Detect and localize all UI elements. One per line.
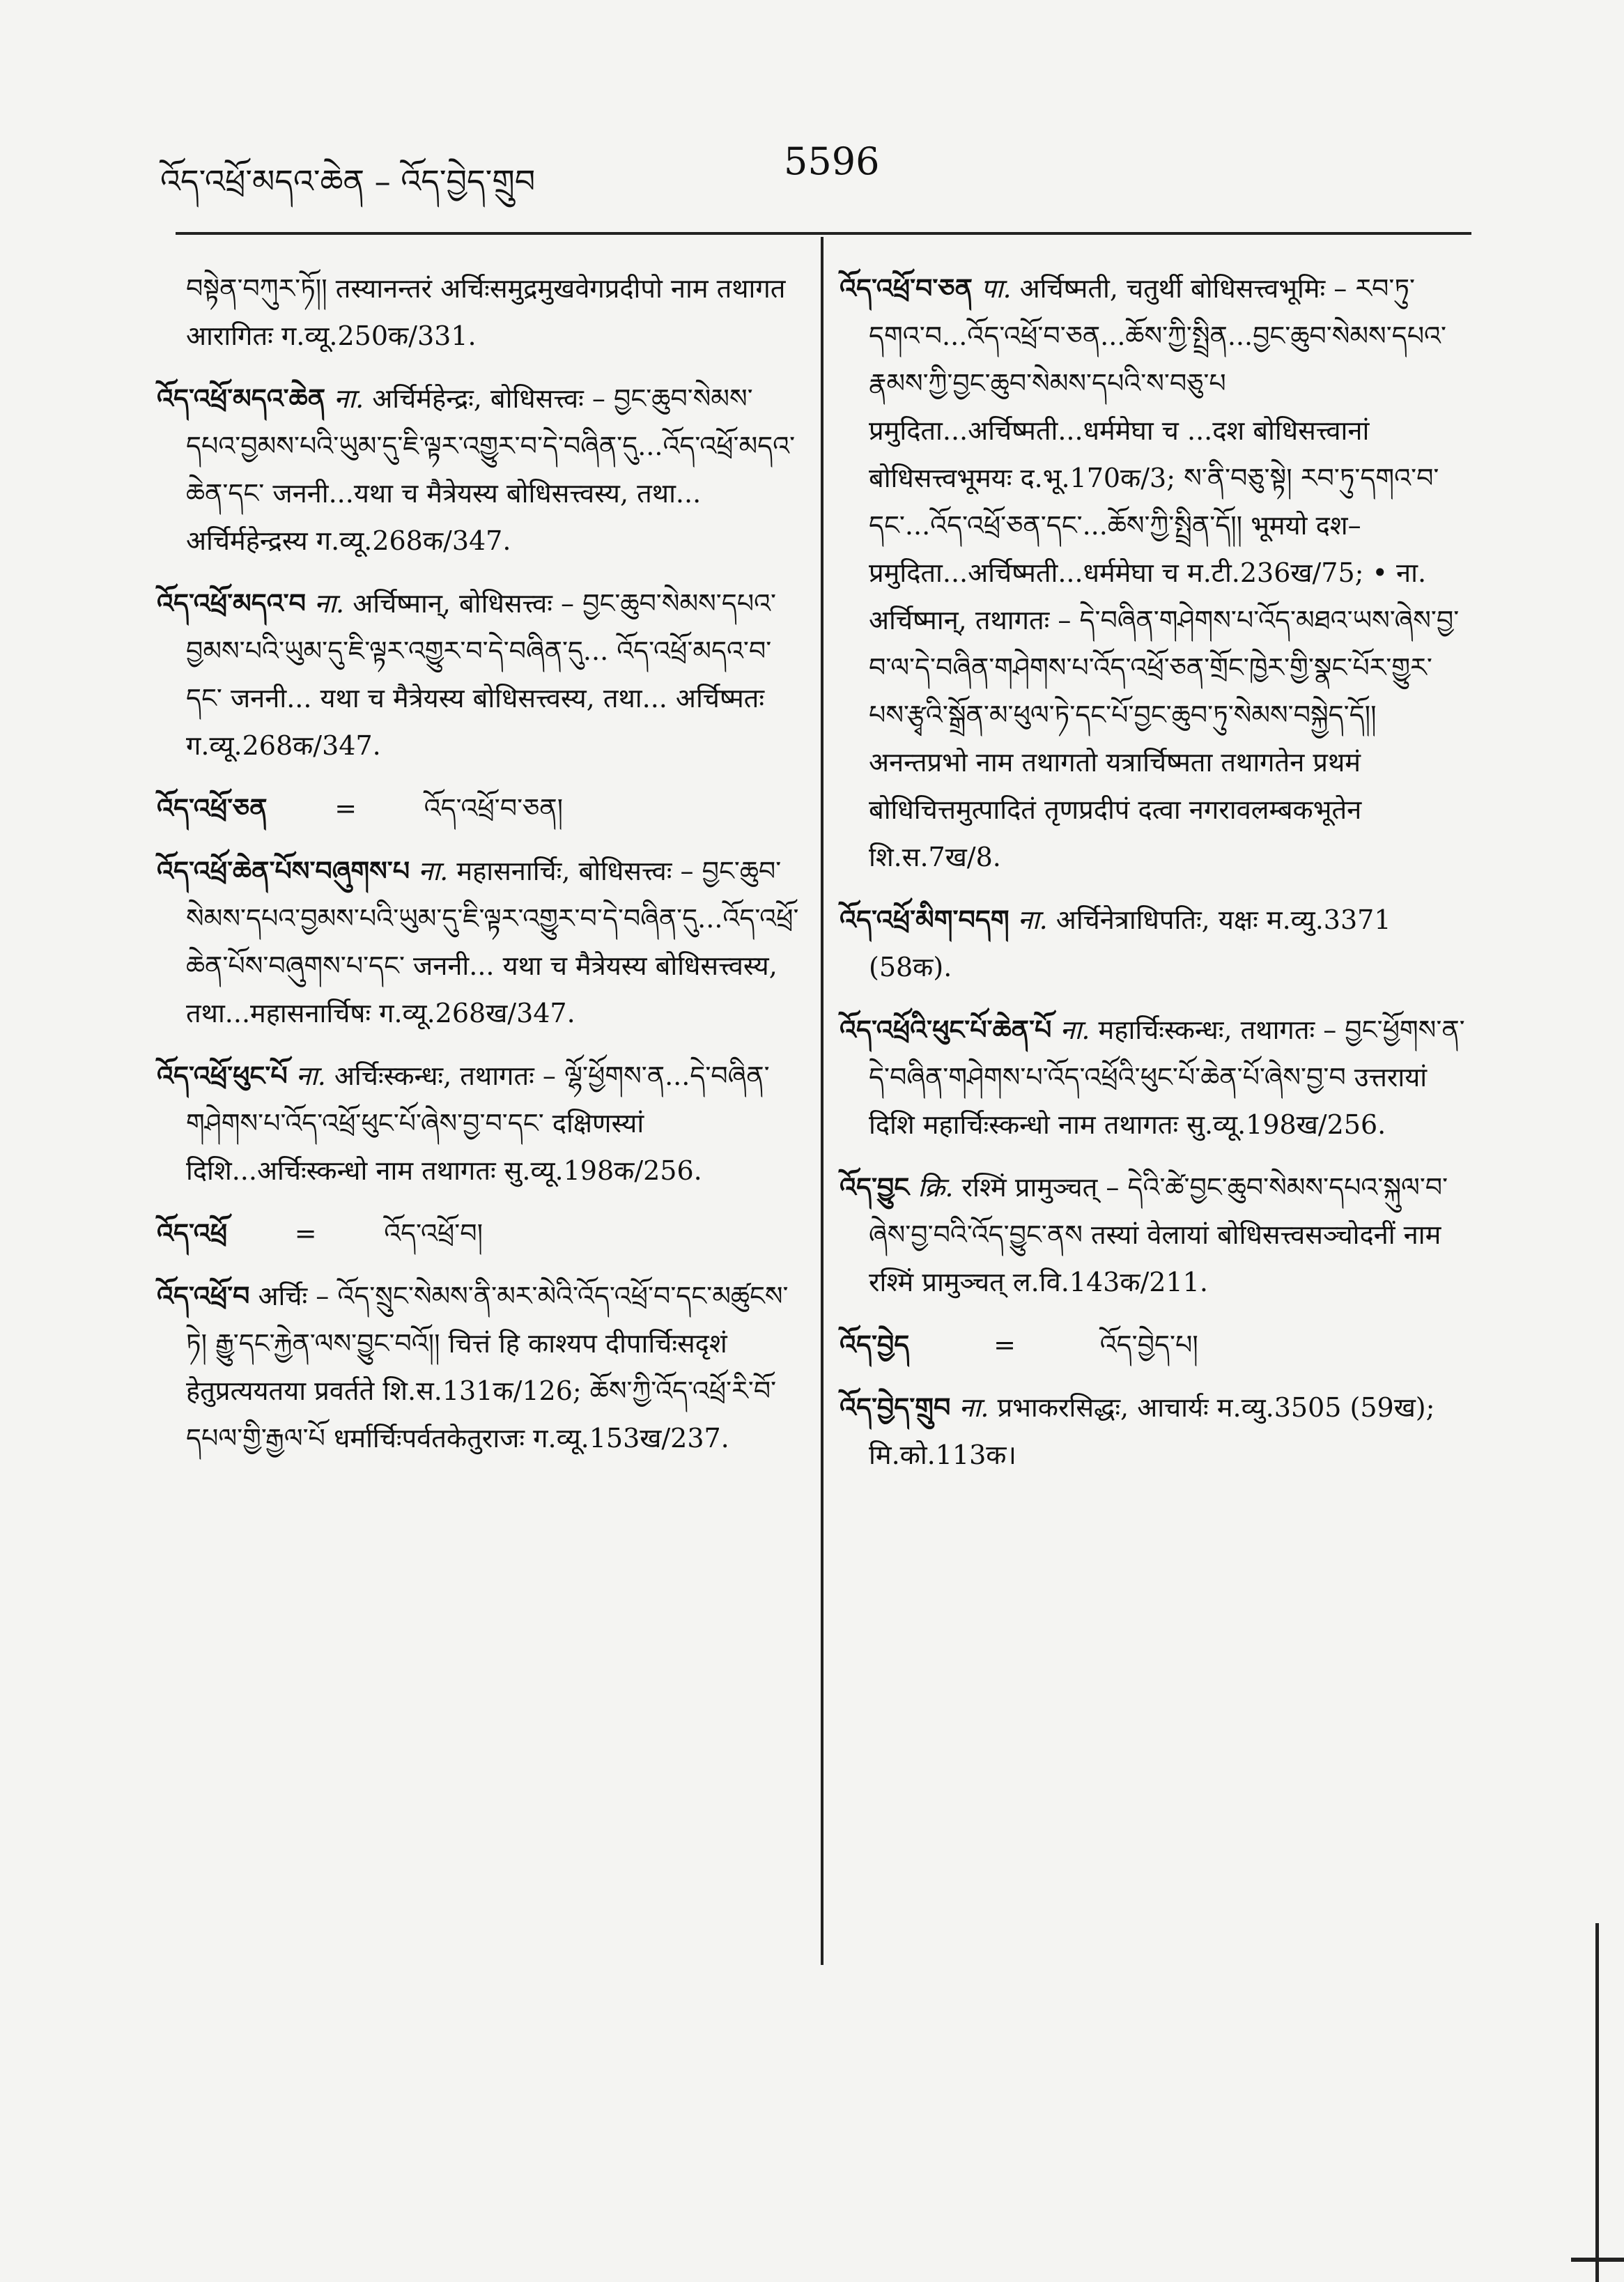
header-rule [176,232,1471,235]
entry-headword: འོད་བྱེད [840,1329,910,1360]
grammar-tag: ना. [959,1392,989,1423]
dictionary-entry [157,1272,805,1462]
dictionary-entry [840,1164,1470,1306]
grammar-tag: क्रि. [918,1172,954,1203]
entry-headword: འོད་འཕྲོ་མདའ་བ [157,587,307,619]
entry-headword: འོད་བྱུང [840,1171,910,1203]
entry-text: अर्चिः – འོད་སྲུང་སེམས་ནི་མར་མེའི་འོད་འཕྲོ་བ་དང་མཚུངས་ཏེ། རྒྱུ་དང་རྐྱེན་ལས་བྱུང་བའོ།། चित्तं हि काश्यप दीपार्चिःसदृशं हेतुप्रत्ययतया प्रवर्तते शि.स.131क/126; ཆོས་ཀྱི་འོད་འཕྲོ་རི་བོ་དཔལ་གྱི་རྒྱལ་པོ धर्मार्चिःपर्वतकेतुराजः ग.व्यू.153ख/237. [186,1281,789,1454]
scan-edge-line [1595,1923,1599,2282]
grammar-tag: ना. [295,1061,326,1091]
entry-headword: འོད་འཕྲོ་མིག་བདག [840,904,1010,935]
scan-edge-foot [1571,2258,1624,2262]
cross-reference-entry [157,785,805,832]
page-header [160,139,1470,202]
entry-headword: འོད་འཕྲོ་མདའ་ཆེན [157,383,326,414]
entry-text: महासनार्चिः, बोधिसत्त्वः – བྱང་ཆུབ་སེམས་དཔའ་བྱམས་པའི་ཡུམ་དུ་ཇི་ལྟར་འགྱུར་བ་དེ་བཞིན་དུ...འོད་འཕྲོ་ཆེན་པོས་བཞུགས་པ་དང་ जननी... यथा च मैत्रेयस्य बोधिसत्त्वस्य, तथा...महासनार्चिषः ग.व्यू.268ख/347. [186,856,799,1028]
entry-headword: འོད་འཕྲོའི་ཕུང་པོ་ཆེན་པོ [840,1014,1052,1045]
entry-headword: འོད་འཕྲོ་བ [157,1280,250,1311]
entry-text: अर्चिर्महेन्द्रः, बोधिसत्त्वः – བྱང་ཆུབ་སེམས་དཔའ་བྱམས་པའི་ཡུམ་དུ་ཇི་ལྟར་འགྱུར་བ་དེ་བཞིན་དུ...འོད་འཕྲོ་མདའ་ཆེན་དང་ जननी...यथा च मैत्रेयस्य बोधिसत्त्वस्य, तथा... अर्चिर्महेन्द्रस्य ग.व्यू.268क/347. [186,383,796,556]
entry-headword: འོད་འཕྲོ་ཅན [157,792,268,824]
cross-reference: = འོད་བྱེད་པ། [909,1329,1198,1360]
grammar-tag: ना. [314,588,345,619]
right-column [840,265,1470,1494]
entry-text: अर्चिष्मती, चतुर्थी बोधिसत्त्वभूमिः – རབ་ཏུ་དགའ་བ...འོད་འཕྲོ་བ་ཅན...ཆོས་ཀྱི་སྤྲིན...བྱང་ཆུབ་སེམས་དཔའ་རྣམས་ཀྱི་བྱང་ཆུབ་སེམས་དཔའི་ས་བཅུ་པ प्रमुदिता...अर्चिष्मती...धर्ममेघा च ...दश बोधिसत्त्वानां बोधिसत्त्वभूमयः द.भू.170क/3; ས་ནི་བཅུ་སྟེ། རབ་ཏུ་དགའ་བ་དང་...འོད་འཕྲོ་ཅན་དང་...ཆོས་ཀྱི་སྤྲིན་དོ།། भूमयो दश–प्रमुदिता...अर्चिष्मती...धर्ममेघा च म.टी.236ख/75; • ना. अर्चिष्मान्, तथागतः – དེ་བཞིན་གཤེགས་པ་འོད་མཐའ་ཡས་ཞེས་བྱ་བ་ལ་དེ་བཞིན་གཤེགས་པ་འོད་འཕྲོ་ཅན་གྲོང་ཁྱེར་གྱི་སྣང་པོར་གྱུར་པས་རྩྭའི་སྒྲོན་མ་ཕུལ་ཏེ་དང་པོ་བྱང་ཆུབ་ཏུ་སེམས་བསྐྱེད་དོ།། अनन्तप्रभो नाम तथागतो यत्रार्चिष्मता तथागतेन प्रथमं बोधिचित्तमुत्पादितं तृणप्रदीपं दत्वा नगरावलम्बकभूतेन शि.स.7ख/8. [869,273,1460,872]
grammar-tag: ना. [1017,904,1048,935]
entry-text: प्रभाकरसिद्धः, आचार्यः म.व्यु.3505 (59ख); मि.को.113क। [869,1392,1435,1470]
cross-reference-entry [840,1321,1470,1369]
grammar-tag: ना. [334,383,364,414]
left-column [157,265,805,1477]
page-number: 5596 [784,139,880,183]
grammar-tag: पा. [981,273,1012,304]
entry-text: अर्चिनेत्राधिपतिः, यक्षः म.व्यु.3371 (58क). [869,904,1391,982]
entry-headword: འོད་འཕྲོ་བ་ཅན [840,272,973,304]
dictionary-entry [840,896,1470,991]
continued-entry [157,265,805,360]
entry-headword: འོད་འཕྲོ་ཕུང་པོ [157,1060,288,1091]
grammar-tag: ना. [418,856,449,886]
cross-reference-entry [157,1210,805,1257]
cross-reference: = འོད་འཕྲོ་བ་ཅན། [267,793,564,824]
dictionary-entry [157,847,805,1037]
entry-headword: འོད་འཕྲོ་ཆེན་པོས་བཞུགས་པ [157,855,410,886]
dictionary-entry [157,375,805,564]
dictionary-entry [840,265,1470,881]
dictionary-entry [840,1384,1470,1479]
entry-text: अर्चिःस्कन्धः, तथागतः – ལྷོ་ཕྱོགས་ན...དེ་བཞིན་གཤེགས་པ་འོད་འཕྲོ་ཕུང་པོ་ཞེས་བྱ་བ་དང་ दक्षिणस्यां दिशि...अर्चिःस्कन्धो नाम तथागतः सु.व्यू.198क/256. [186,1061,770,1186]
entry-text: रश्मिं प्रामुञ्चत् – དེའི་ཚེ་བྱང་ཆུབ་སེམས་དཔའ་སྐུལ་བ་ཞེས་བྱ་བའི་འོད་བྱུང་ནས तस्यां वेलायां बोधिसत्त्वसञ्चोदनीं नाम रश्मिं प्रामुञ्चत् ल.वि.143क/211. [869,1172,1448,1297]
cross-reference: = འོད་འཕྲོ་བ། [227,1218,484,1249]
dictionary-entry [840,1006,1470,1148]
dictionary-entry [157,580,805,769]
dictionary-entry [157,1052,805,1194]
entry-text: བསྟེན་བཀུར་ཏོ།། तस्यानन्तरं अर्चिःसमुद्रमुखवेगप्रदीपो नाम तथागत आरागितः ग.व्यू.250क/331. [186,273,786,351]
entry-headword: འོད་འཕྲོ [157,1217,228,1249]
entry-headword: འོད་བྱེད་གྲུབ [840,1391,951,1423]
grammar-tag: ना. [1060,1015,1090,1045]
running-head: འོད་འཕྲོ་མདའ་ཆེན – འོད་བྱེད་གྲུབ [160,162,536,200]
entry-text: महार्चिःस्कन्धः, तथागतः – བྱང་ཕྱོགས་ན་དེ་བཞིན་གཤེགས་པ་འོད་འཕྲོའི་ཕུང་པོ་ཆེན་པོ་ཞེས་བྱ་བ उत्तरायां दिशि महार्चिःस्कन्धो नाम तथागतः सु.व्यू.198ख/256. [869,1015,1465,1140]
column-divider [821,237,823,1965]
entry-text: अर्चिष्मान्, बोधिसत्त्वः – བྱང་ཆུབ་སེམས་དཔའ་བྱམས་པའི་ཡུམ་དུ་ཇི་ལྟར་འགྱུར་བ་དེ་བཞིན་དུ... འོད་འཕྲོ་མདའ་བ་དང་ जननी... यथा च मैत्रेयस्य बोधिसत्त्वस्य, तथा... अर्चिष्मतः ग.व्यू.268क/347. [186,588,777,761]
